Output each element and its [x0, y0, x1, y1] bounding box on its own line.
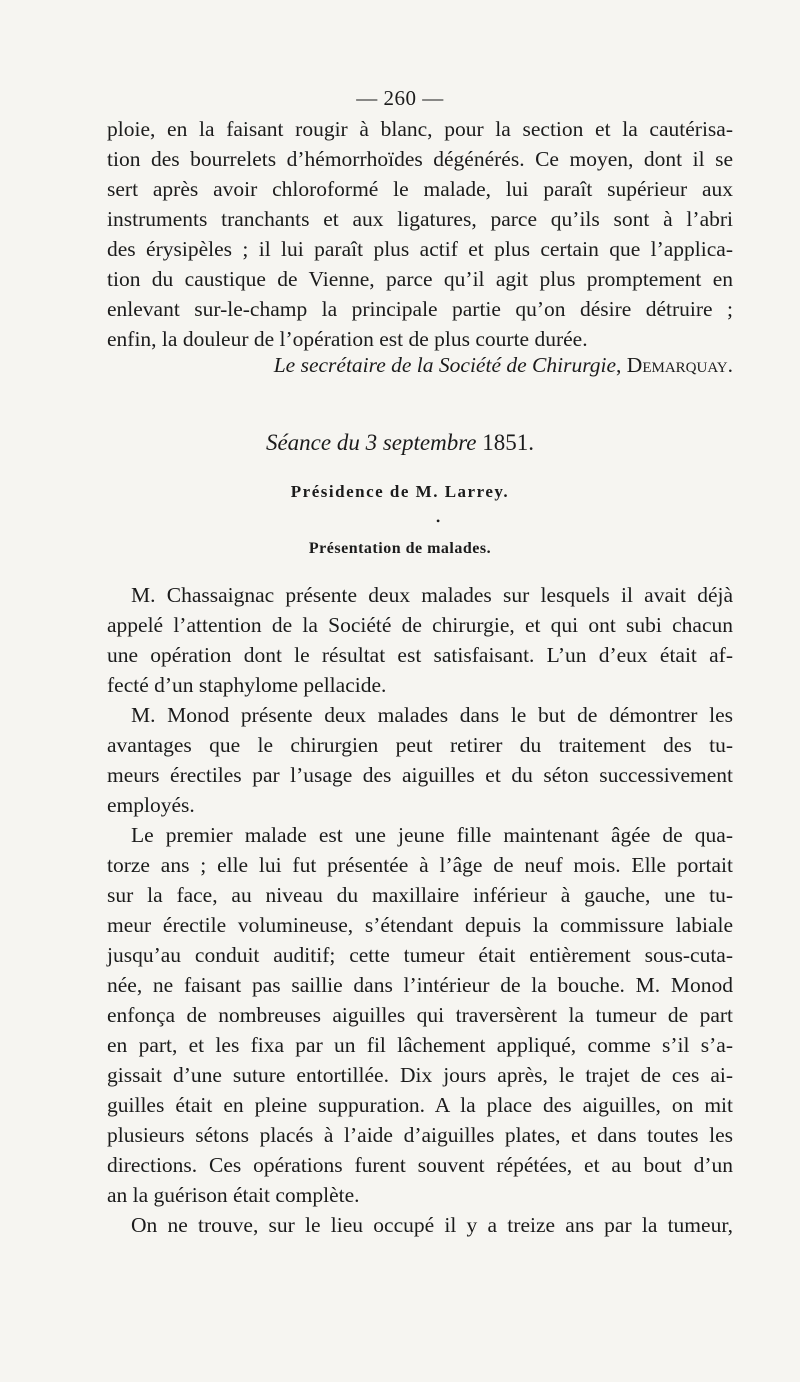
text-line: ploie, en la faisant rougir à blanc, pour la section et la cautérisa-	[107, 117, 733, 141]
signature-name: Demarquay.	[626, 353, 733, 377]
text-line: an la guérison était complète.	[107, 1183, 360, 1207]
text-line: jusqu’au conduit auditif; cette tumeur était entièrement sous-cuta-	[107, 943, 733, 967]
seance-label: Séance du 3 septembre	[265, 430, 477, 455]
text-line: née, ne faisant pas saillie dans l’intérieur de la bouche. M. Monod	[107, 973, 733, 997]
text-line: employés.	[107, 793, 195, 817]
text-line: sert après avoir chloroformé le malade, lui paraît supérieur aux	[107, 177, 733, 201]
text-line: en part, et les fixa par un fil lâchement appliqué, comme s’il s’a-	[107, 1033, 733, 1057]
text-line: appelé l’attention de la Société de chirurgie, et qui ont subi chacun	[107, 613, 733, 637]
text-line: enlevant sur-le-champ la principale partie qu’on désire détruire ;	[107, 297, 733, 321]
text-line: On ne trouve, sur le lieu occupé il y a treize ans par la tumeur,	[131, 1213, 733, 1237]
text-line: tion des bourrelets d’hémorrhoïdes dégénérés. Ce moyen, dont il se	[107, 147, 733, 171]
seance-heading	[0, 430, 800, 456]
text-line: sur la face, au niveau du maxillaire inférieur à gauche, une tu-	[107, 883, 733, 907]
presidence-heading: Présidence de M. Larrey.	[290, 482, 510, 501]
section-heading: Présentation de malades.	[308, 540, 492, 557]
text-line: plusieurs sétons placés à l’aide d’aiguilles plates, et dans toutes les	[107, 1123, 733, 1147]
text-line: tion du caustique de Vienne, parce qu’il agit plus promptement en	[107, 267, 733, 291]
text-line: enfin, la douleur de l’opération est de plus courte durée.	[107, 327, 588, 351]
text-line: avantages que le chirurgien peut retirer du traitement des tu-	[107, 733, 733, 757]
signature-separator: ,	[616, 353, 627, 377]
text-line: M. Chassaignac présente deux malades sur lesquels il avait déjà	[131, 583, 733, 607]
paragraph-1	[107, 114, 733, 354]
text-line: Le premier malade est une jeune fille maintenant âgée de qua-	[131, 823, 733, 847]
text-line: meurs érectiles par l’usage des aiguilles et du séton successivement	[107, 763, 733, 787]
text-line: M. Monod présente deux malades dans le but de démontrer les	[131, 703, 733, 727]
seance-year: 1851.	[482, 430, 535, 455]
signature-role: Le secrétaire de la Société de Chirurgie	[273, 353, 617, 377]
text-line: gissait d’une suture entortillée. Dix jours après, le trajet de ces ai-	[107, 1063, 733, 1087]
text-line: guilles était en pleine suppuration. A la place des aiguilles, on mit	[107, 1093, 733, 1117]
text-line: des érysipèles ; il lui paraît plus actif et plus certain que l’applica-	[107, 237, 733, 261]
text-line: directions. Ces opérations furent souvent répétées, et au bout d’un	[107, 1153, 733, 1177]
text-line: instruments tranchants et aux ligatures, parce qu’ils sont à l’abri	[107, 207, 733, 231]
page-number: — 260 —	[356, 86, 444, 110]
bullet-mark: •	[436, 514, 441, 528]
signature	[0, 350, 733, 380]
text-line: fecté d’un staphylome pellacide.	[107, 673, 387, 697]
text-line: enfonça de nombreuses aiguilles qui traversèrent la tumeur de part	[107, 1003, 733, 1027]
text-line: torze ans ; elle lui fut présentée à l’âge de neuf mois. Elle portait	[107, 853, 733, 877]
paragraph-2	[107, 580, 733, 1240]
text-line: meur érectile volumineuse, s’étendant depuis la commissure labiale	[107, 913, 733, 937]
text-line: une opération dont le résultat est satisfaisant. L’un d’eux était af-	[107, 643, 733, 667]
